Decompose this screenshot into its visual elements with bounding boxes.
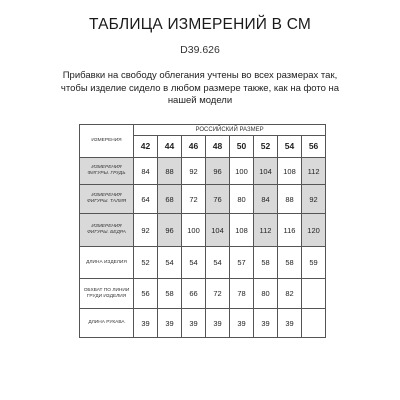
value-cell: 58 (278, 247, 302, 279)
size-header-cell: 56 (302, 135, 326, 157)
value-cell: 54 (182, 247, 206, 279)
size-header-cell: 44 (158, 135, 182, 157)
russian-size-header: РОССИЙСКИЙ РАЗМЕР (134, 125, 326, 136)
value-cell: 39 (278, 309, 302, 338)
value-cell: 104 (254, 158, 278, 185)
value-cell: 92 (302, 185, 326, 214)
table-header-row (80, 125, 326, 136)
value-cell: 72 (182, 185, 206, 214)
value-cell: 72 (206, 279, 230, 309)
size-header-cell: 52 (254, 135, 278, 157)
value-cell: 66 (182, 279, 206, 309)
value-cell: 96 (158, 214, 182, 247)
value-cell: 112 (302, 158, 326, 185)
row-label: ИЗМЕРЕНИЯ ФИГУРЫ. ГРУДЬ (80, 158, 134, 185)
value-cell: 80 (254, 279, 278, 309)
value-cell: 80 (230, 185, 254, 214)
value-cell: 39 (182, 309, 206, 338)
value-cell: 64 (134, 185, 158, 214)
value-cell: 96 (206, 158, 230, 185)
article-number: D39.626 (180, 44, 220, 56)
value-cell: 104 (206, 214, 230, 247)
size-header-cell: 46 (182, 135, 206, 157)
table-row (80, 214, 326, 247)
value-cell (302, 309, 326, 338)
row-label: ОБХВАТ ПО ЛИНИИ ГРУДИ ИЗДЕЛИЯ (80, 279, 134, 309)
table-row (80, 158, 326, 185)
page-title: ТАБЛИЦА ИЗМЕРЕНИЙ В СМ (88, 16, 312, 33)
row-label: ДЛИНА ИЗДЕЛИЯ (80, 247, 134, 279)
value-cell: 116 (278, 214, 302, 247)
value-cell: 54 (206, 247, 230, 279)
value-cell: 39 (206, 309, 230, 338)
value-cell: 84 (134, 158, 158, 185)
value-cell: 59 (302, 247, 326, 279)
size-header-cell: 54 (278, 135, 302, 157)
value-cell: 112 (254, 214, 278, 247)
table-row (80, 309, 326, 338)
fit-note: Прибавки на свободу облегания учтены во всех размерах так, чтобы изделие сидело в любом размере также, как на фото на нашей модели (60, 70, 340, 106)
value-cell: 78 (230, 279, 254, 309)
value-cell: 39 (230, 309, 254, 338)
value-cell: 82 (278, 279, 302, 309)
value-cell: 100 (230, 158, 254, 185)
value-cell: 52 (134, 247, 158, 279)
value-cell: 84 (254, 185, 278, 214)
value-cell: 120 (302, 214, 326, 247)
value-cell: 100 (182, 214, 206, 247)
value-cell: 92 (134, 214, 158, 247)
value-cell: 39 (134, 309, 158, 338)
value-cell: 108 (278, 158, 302, 185)
value-cell: 57 (230, 247, 254, 279)
value-cell (302, 279, 326, 309)
value-cell: 88 (158, 158, 182, 185)
value-cell: 54 (158, 247, 182, 279)
value-cell: 39 (254, 309, 278, 338)
value-cell: 108 (230, 214, 254, 247)
row-label: ИЗМЕРЕНИЯ ФИГУРЫ. БЕДРА (80, 214, 134, 247)
row-label: ДЛИНА РУКАВА (80, 309, 134, 338)
value-cell: 68 (158, 185, 182, 214)
value-cell: 92 (182, 158, 206, 185)
row-label: ИЗМЕРЕНИЯ ФИГУРЫ. ТАЛИЯ (80, 185, 134, 214)
value-cell: 58 (254, 247, 278, 279)
size-header-cell: 42 (134, 135, 158, 157)
value-cell: 39 (158, 309, 182, 338)
value-cell: 88 (278, 185, 302, 214)
measurements-header: ИЗМЕРЕНИЯ (80, 125, 134, 158)
value-cell: 76 (206, 185, 230, 214)
value-cell: 56 (134, 279, 158, 309)
table-row (80, 279, 326, 309)
table-row (80, 185, 326, 214)
table-row (80, 247, 326, 279)
size-header-cell: 50 (230, 135, 254, 157)
size-header-cell: 48 (206, 135, 230, 157)
size-table (79, 124, 326, 338)
value-cell: 58 (158, 279, 182, 309)
